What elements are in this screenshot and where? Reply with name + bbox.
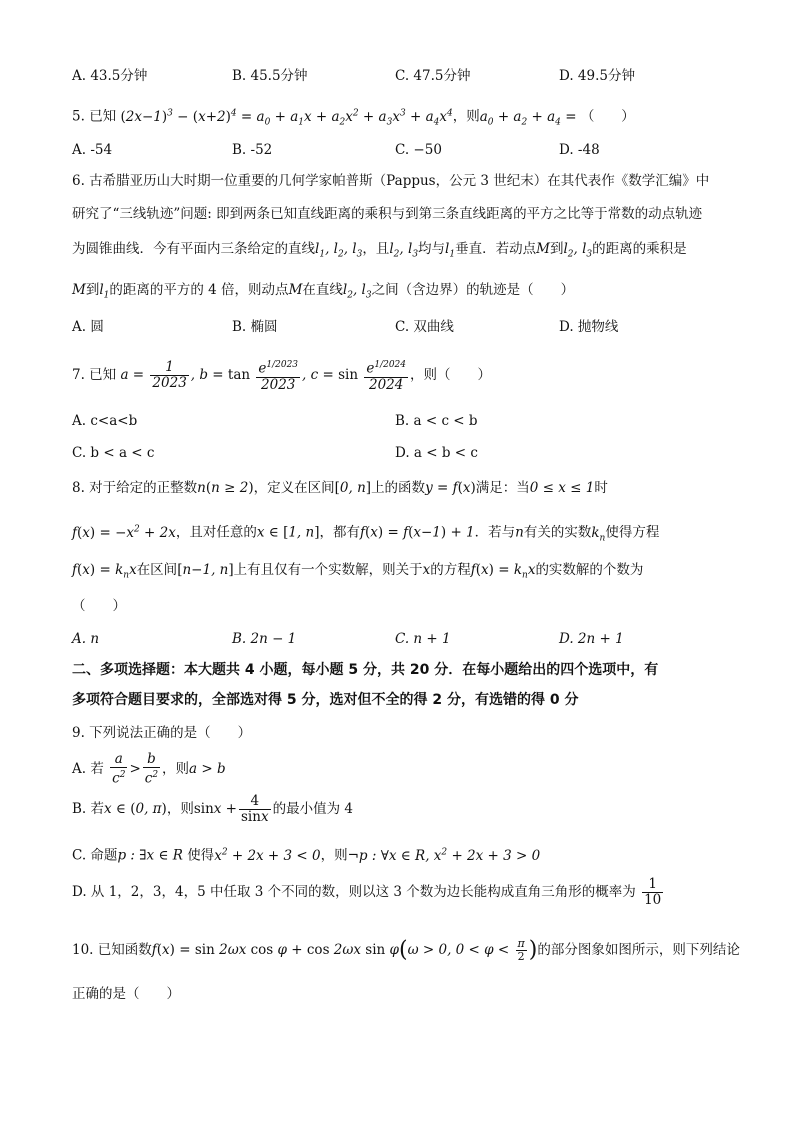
q8-paren: （ ）: [72, 598, 126, 614]
q4-option-c[interactable]: C. 47.5分钟: [395, 68, 471, 84]
q10-line-1: 10. 已知函数f(x) = sin 2ωx cos φ + cos 2ωx sin φ(ω > 0, 0 < φ < $\frac{\pi}{2}$ )的部分图象如图所示，则下列结论: [72, 937, 740, 963]
q4-option-d[interactable]: D. 49.5分钟: [559, 68, 635, 84]
q10-line-2: 正确的是（ ）: [72, 986, 180, 1002]
q5-option-b[interactable]: B. -52: [232, 142, 273, 158]
q7-stem: 7. 已知 a = $\frac{1}{2023}$ , b = tan $\frac{e^{1/2023}}{2023}$ , c = sin $\frac{e^{1/2024}}{2024}$ ，则（ ）: [72, 358, 492, 393]
q6-option-b[interactable]: B. 椭圆: [232, 319, 278, 335]
q9-option-c[interactable]: C. 命题p : ∃x ∈ R 使得$x^2 + 2x + 3 < 0$，则¬p : ∀x ∈ R, $x^2 + 2x + 3 > 0$: [72, 847, 541, 864]
q8-line-1: 8. 对于给定的正整数n(n ≥ 2)，定义在区间[0, n]上的函数y = f(x)满足：当0 ≤ x ≤ 1时: [72, 480, 608, 496]
q5-stem: 5. 已知 $(2x-1)^3 - (x+2)^4 = a_0 + a_1x + a_2x^2 + a_3x^3 + a_4x^4$，则$a_0 + a_2 + a_4$ = （ ）: [72, 108, 635, 128]
q8-option-a[interactable]: A. n: [72, 631, 100, 647]
q5-expression: $(2x-1)^3 - (x+2)^4 = a_0 + a_1x + a_2x^2 + a_3x^3 + a_4x^4$: [120, 108, 453, 128]
q10-function: f(x) = sin 2ωx cos φ + cos 2ωx sin φ(ω > 0, 0 < φ < $\frac{\pi}{2}$ ): [151, 937, 538, 963]
q5-option-c[interactable]: C. −50: [395, 142, 442, 158]
q6-line-2: 研究了“三线轨迹”问题: 即到两条已知直线距离的乘积与到第三条直线距离的平方之比等于常数的动点轨迹: [72, 206, 703, 222]
q6-line-1: 6. 古希腊亚历山大时期一位重要的几何学家帕普斯（Pappus，公元 3 世纪末）在其代表作《数学汇编》中: [72, 173, 710, 189]
q9-stem: 9. 下列说法正确的是（ ）: [72, 725, 252, 741]
q8-line-3: $f(x) = k_nx$在区间[n−1, n]上有且仅有一个实数解，则关于x的方程$f(x) = k_nx$的实数解的个数为: [72, 562, 644, 581]
q9-option-a[interactable]: A. 若 $\frac{a}{c^2}$ > $\frac{b}{c^2}$ ，则a > b: [72, 751, 226, 787]
q5-option-a[interactable]: A. -54: [72, 142, 113, 158]
q5-target: $a_0 + a_2 + a_4$ =: [479, 108, 577, 128]
q6-option-d[interactable]: D. 抛物线: [559, 319, 619, 335]
q6-line-4: M到$l_1$的距离的平方的 4 倍，则动点M在直线$l_2$, $l_3$之间（含边界）的轨迹是（ ）: [72, 282, 575, 301]
q8-option-c[interactable]: C. n + 1: [395, 631, 451, 647]
q9-option-d[interactable]: D. 从 1，2，3，4，5 中任取 3 个不同的数，则以这 3 个数为边长能构成直角三角形的概率为 $\frac{1}{10}$: [72, 876, 662, 908]
q7-option-b[interactable]: B. a < c < b: [395, 413, 478, 429]
q4-option-b[interactable]: B. 45.5分钟: [232, 68, 308, 84]
q7-option-c[interactable]: C. b < a < c: [72, 445, 155, 461]
q7-expression: a = $\frac{1}{2023}$ , b = tan $\frac{e^{1/2023}}{2023}$ , c = sin $\frac{e^{1/2024}}{2024}$: [120, 358, 407, 393]
q8-option-b[interactable]: B. 2n − 1: [232, 631, 297, 647]
q9-option-b[interactable]: B. 若x ∈ (0, π)，则sinx + $\frac{4}{\sin x}$ 的最小值为 4: [72, 793, 353, 825]
q7-option-d[interactable]: D. a < b < c: [395, 445, 478, 461]
q6-option-a[interactable]: A. 圆: [72, 319, 104, 335]
section-2-heading-line-1: 二、多项选择题：本大题共 4 小题，每小题 5 分，共 20 分．在每小题给出的四个选项中，有: [72, 662, 659, 678]
q6-line-3: 为圆锥曲线．今有平面内三条给定的直线$l_1$, $l_2$, $l_3$，且$l_2$, $l_3$均与$l_1$垂直．若动点M到$l_2$, $l_3$的距离的乘积是: [72, 241, 687, 260]
q8-line-2: $f(x) = -x^2 + 2x$，且对任意的x ∈ [1, n]，都有f(x) = f(x−1) + 1．若与n有关的实数$k_n$使得方程: [72, 524, 660, 544]
q7-option-a[interactable]: A. c<a<b: [72, 413, 138, 429]
q6-option-c[interactable]: C. 双曲线: [395, 319, 454, 335]
q5-option-d[interactable]: D. -48: [559, 142, 600, 158]
q4-option-a[interactable]: A. 43.5分钟: [72, 68, 148, 84]
q8-option-d[interactable]: D. 2n + 1: [559, 631, 624, 647]
section-2-heading-line-2: 多项符合题目要求的，全部选对得 5 分，选对但不全的得 2 分，有选错的得 0 分: [72, 692, 579, 708]
